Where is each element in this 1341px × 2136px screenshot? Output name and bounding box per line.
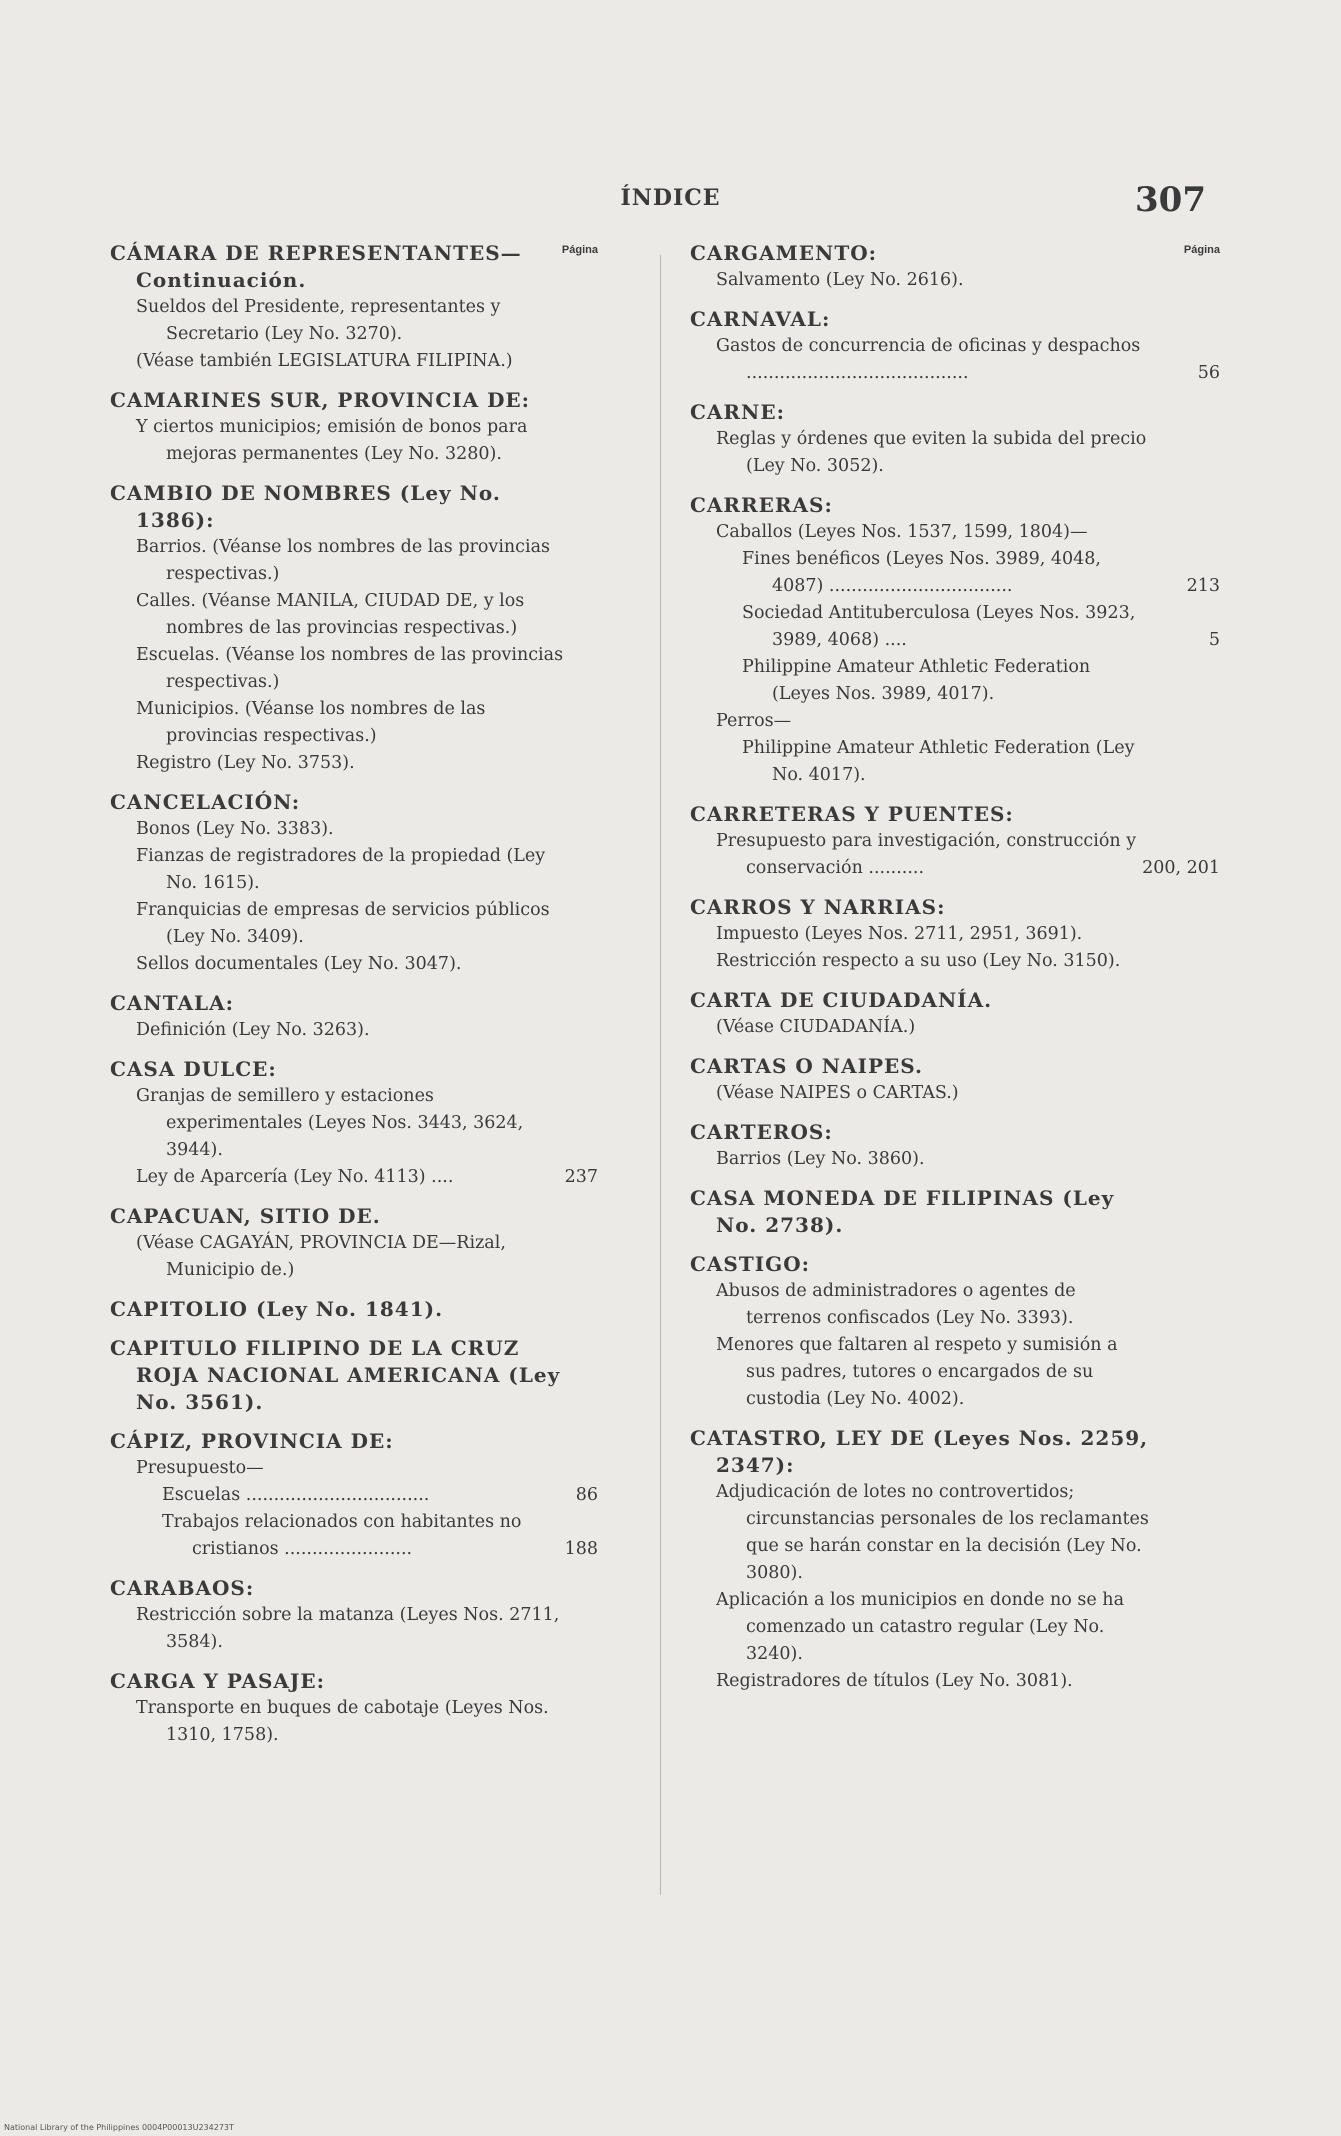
entry-heading: CARRETERAS Y PUENTES: bbox=[690, 802, 1014, 826]
index-entry bbox=[110, 1428, 598, 1563]
entry-subline bbox=[690, 1080, 1150, 1107]
entry-heading: CATASTRO, LEY DE (Leyes Nos. 2259, 2347): bbox=[690, 1426, 1149, 1477]
index-entry bbox=[690, 240, 1150, 294]
entry-subline bbox=[690, 1479, 1150, 1587]
entry-subline bbox=[110, 588, 570, 642]
index-entry bbox=[110, 1296, 570, 1323]
index-entry bbox=[110, 1203, 570, 1284]
entry-subline bbox=[110, 1482, 598, 1509]
entry-subline bbox=[690, 1587, 1150, 1668]
page-reference: 56 bbox=[1197, 363, 1220, 383]
entry-subline bbox=[690, 546, 1220, 600]
page-reference: 188 bbox=[564, 1539, 598, 1559]
entry-subline bbox=[110, 1455, 570, 1482]
index-entry bbox=[690, 894, 1150, 975]
page-number: 307 bbox=[1135, 180, 1206, 220]
index-entry bbox=[110, 1575, 570, 1656]
entry-subline bbox=[690, 600, 1220, 654]
entry-subline bbox=[110, 696, 570, 750]
subline-text: Calles. (Véanse MANILA, CIUDAD DE, y los nombres de las provincias respectivas.) bbox=[136, 591, 525, 638]
entry-heading: CARGA Y PASAJE: bbox=[110, 1669, 326, 1693]
entry-subline bbox=[110, 1509, 598, 1563]
entry-subline bbox=[110, 414, 570, 468]
entry-subline bbox=[690, 828, 1220, 882]
entry-heading: CARNE: bbox=[690, 400, 785, 424]
subline-text: Reglas y órdenes que eviten la subida del precio (Ley No. 3052). bbox=[716, 429, 1147, 476]
entry-heading: CARROS Y NARRIAS: bbox=[690, 895, 946, 919]
subline-text: (Véase CAGAYÁN, PROVINCIA DE—Rizal, Municipio de.) bbox=[136, 1233, 506, 1280]
subline-text: Abusos de administradores o agentes de terrenos confiscados (Ley No. 3393). bbox=[716, 1281, 1076, 1328]
subline-text: Fines benéficos (Leyes Nos. 3989, 4048, 4087) ................................. bbox=[742, 549, 1101, 596]
subline-text: Fianzas de registradores de la propiedad (Ley No. 1615). bbox=[136, 846, 546, 893]
subline-text: (Véase CIUDADANÍA.) bbox=[716, 1017, 916, 1037]
subline-text: Sociedad Antituberculosa (Leyes Nos. 3923, 3989, 4068) .... bbox=[742, 603, 1136, 650]
subline-text: Perros— bbox=[716, 711, 792, 731]
entry-subline bbox=[110, 1602, 570, 1656]
index-entry bbox=[110, 1668, 570, 1749]
entry-subline bbox=[110, 1230, 570, 1284]
entry-subline bbox=[110, 348, 570, 375]
scan-footer: National Library of the Philippines 0004P00013U234273T bbox=[4, 2123, 234, 2132]
subline-text: Definición (Ley No. 3263). bbox=[136, 1020, 370, 1040]
subline-text: Presupuesto— bbox=[136, 1458, 264, 1478]
entry-subline bbox=[690, 1668, 1150, 1695]
index-column-right bbox=[690, 240, 1220, 1707]
subline-text: Restricción respecto a su uso (Ley No. 3150). bbox=[716, 951, 1121, 971]
entry-heading: CASTIGO: bbox=[690, 1252, 811, 1276]
entry-subline bbox=[690, 735, 1150, 789]
subline-text: Philippine Amateur Athletic Federation (Leyes Nos. 3989, 4017). bbox=[742, 657, 1091, 704]
entry-heading: CARTAS O NAIPES. bbox=[690, 1054, 923, 1078]
entry-heading: CARTA DE CIUDADANÍA. bbox=[690, 988, 993, 1012]
entry-subline bbox=[690, 654, 1150, 708]
subline-text: Aplicación a los municipios en donde no se ha comenzado un catastro regular (Ley No. 3240). bbox=[716, 1590, 1125, 1664]
subline-text: Transporte en buques de cabotaje (Leyes Nos. 1310, 1758). bbox=[136, 1698, 549, 1745]
entry-heading: CASA MONEDA DE FILIPINAS (Ley No. 2738). bbox=[690, 1186, 1115, 1237]
entry-heading: CARABAOS: bbox=[110, 1576, 255, 1600]
entry-subline bbox=[110, 816, 570, 843]
entry-subline bbox=[110, 1083, 570, 1164]
entry-subline bbox=[110, 750, 570, 777]
index-entry bbox=[690, 399, 1150, 480]
subline-text: Franquicias de empresas de servicios públicos (Ley No. 3409). bbox=[136, 900, 550, 947]
entry-subline bbox=[110, 642, 570, 696]
entry-subline bbox=[690, 333, 1220, 387]
entry-subline bbox=[110, 951, 570, 978]
entry-heading: CÁPIZ, PROVINCIA DE: bbox=[110, 1429, 394, 1453]
entry-heading: CARTEROS: bbox=[690, 1120, 833, 1144]
subline-text: Registradores de títulos (Ley No. 3081). bbox=[716, 1671, 1073, 1691]
index-entry bbox=[690, 492, 1220, 789]
index-entry bbox=[690, 1425, 1150, 1695]
index-entry bbox=[110, 990, 570, 1044]
column-divider bbox=[660, 255, 661, 1895]
subline-text: Adjudicación de lotes no controvertidos; circunstancias personales de los reclamantes que se harán constar en la decisión (Ley No. 3080). bbox=[716, 1482, 1149, 1583]
subline-text: Barrios (Ley No. 3860). bbox=[716, 1149, 925, 1169]
entry-heading: CÁMARA DE REPRESENTANTES— Continuación. bbox=[110, 241, 522, 292]
subline-text: Bonos (Ley No. 3383). bbox=[136, 819, 334, 839]
entry-subline bbox=[690, 708, 1150, 735]
index-entry bbox=[690, 801, 1220, 882]
page-reference: 200, 201 bbox=[1142, 858, 1220, 878]
index-entry bbox=[110, 789, 570, 978]
entry-subline bbox=[690, 1332, 1150, 1413]
entry-subline bbox=[110, 1695, 570, 1749]
index-entry bbox=[690, 1251, 1150, 1413]
subline-text: Menores que faltaren al respeto y sumisión a sus padres, tutores o encargados de su custodia (Ley No. 4002). bbox=[716, 1335, 1118, 1409]
entry-subline bbox=[110, 843, 570, 897]
subline-text: Y ciertos municipios; emisión de bonos para mejoras permanentes (Ley No. 3280). bbox=[136, 417, 528, 464]
subline-text: Granjas de semillero y estaciones experimentales (Leyes Nos. 3443, 3624, 3944). bbox=[136, 1086, 524, 1160]
entry-subline bbox=[690, 1146, 1150, 1173]
page-reference: 237 bbox=[564, 1167, 598, 1187]
index-entry bbox=[690, 1053, 1150, 1107]
subline-text: Registro (Ley No. 3753). bbox=[136, 753, 355, 773]
subline-text: Salvamento (Ley No. 2616). bbox=[716, 270, 964, 290]
subline-text: Sueldos del Presidente, representantes y Secretario (Ley No. 3270). bbox=[136, 297, 501, 344]
entry-heading: CANCELACIÓN: bbox=[110, 790, 301, 814]
entry-subline bbox=[690, 519, 1150, 546]
subline-text: Municipios. (Véanse los nombres de las provincias respectivas.) bbox=[136, 699, 486, 746]
subline-text: (Véase también LEGISLATURA FILIPINA.) bbox=[136, 351, 513, 371]
entry-heading: CARGAMENTO: bbox=[690, 241, 878, 265]
entry-heading: CAMBIO DE NOMBRES (Ley No. 1386): bbox=[110, 481, 501, 532]
entry-subline bbox=[690, 426, 1150, 480]
pagina-label-right: Página bbox=[1183, 244, 1220, 256]
entry-heading: CAPACUAN, SITIO DE. bbox=[110, 1204, 381, 1228]
entry-subline bbox=[690, 1278, 1150, 1332]
entry-heading: CANTALA: bbox=[110, 991, 234, 1015]
subline-text: Impuesto (Leyes Nos. 2711, 2951, 3691). bbox=[716, 924, 1083, 944]
subline-text: Escuelas ................................. bbox=[162, 1485, 430, 1505]
page-reference: 86 bbox=[575, 1485, 598, 1505]
index-entry bbox=[690, 987, 1150, 1041]
entry-heading: CASA DULCE: bbox=[110, 1057, 277, 1081]
entry-subline bbox=[110, 897, 570, 951]
entry-heading: CARRERAS: bbox=[690, 493, 833, 517]
subline-text: Caballos (Leyes Nos. 1537, 1599, 1804)— bbox=[716, 522, 1088, 542]
pagina-label-left: Página bbox=[561, 244, 598, 256]
index-entry bbox=[690, 1119, 1150, 1173]
entry-heading: CARNAVAL: bbox=[690, 307, 831, 331]
subline-text: (Véase NAIPES o CARTAS.) bbox=[716, 1083, 959, 1103]
entry-subline bbox=[690, 1014, 1150, 1041]
index-entry bbox=[110, 387, 570, 468]
entry-subline bbox=[110, 534, 570, 588]
entry-subline bbox=[110, 1017, 570, 1044]
page-reference: 213 bbox=[1186, 576, 1220, 596]
index-entry bbox=[690, 306, 1220, 387]
subline-text: Barrios. (Véanse los nombres de las provincias respectivas.) bbox=[136, 537, 550, 584]
subline-text: Philippine Amateur Athletic Federation (Ley No. 4017). bbox=[742, 738, 1135, 785]
entry-subline bbox=[690, 267, 1150, 294]
index-column-left bbox=[110, 240, 598, 1761]
entry-heading: CAMARINES SUR, PROVINCIA DE: bbox=[110, 388, 531, 412]
index-entry bbox=[110, 480, 570, 777]
entry-subline bbox=[690, 921, 1150, 948]
subline-text: Sellos documentales (Ley No. 3047). bbox=[136, 954, 462, 974]
subline-text: Presupuesto para investigación, construcción y conservación .......... bbox=[716, 831, 1137, 878]
subline-text: Restricción sobre la matanza (Leyes Nos. 2711, 3584). bbox=[136, 1605, 560, 1652]
subline-text: Gastos de concurrencia de oficinas y despachos ........................................ bbox=[716, 336, 1141, 383]
entry-heading: CAPITULO FILIPINO DE LA CRUZ ROJA NACIONAL AMERICANA (Ley No. 3561). bbox=[110, 1336, 561, 1414]
index-entry bbox=[110, 1335, 570, 1416]
index-entry bbox=[110, 1056, 598, 1191]
page-reference: 5 bbox=[1208, 630, 1220, 650]
entry-subline bbox=[110, 1164, 598, 1191]
subline-text: Ley de Aparcería (Ley No. 4113) .... bbox=[136, 1167, 454, 1187]
entry-heading: CAPITOLIO (Ley No. 1841). bbox=[110, 1297, 444, 1321]
entry-subline bbox=[690, 948, 1150, 975]
subline-text: Trabajos relacionados con habitantes no cristianos ....................... bbox=[162, 1512, 522, 1559]
index-entry bbox=[690, 1185, 1150, 1239]
entry-subline bbox=[110, 294, 570, 348]
index-entry bbox=[110, 240, 570, 375]
subline-text: Escuelas. (Véanse los nombres de las provincias respectivas.) bbox=[136, 645, 564, 692]
running-title: ÍNDICE bbox=[620, 185, 721, 211]
